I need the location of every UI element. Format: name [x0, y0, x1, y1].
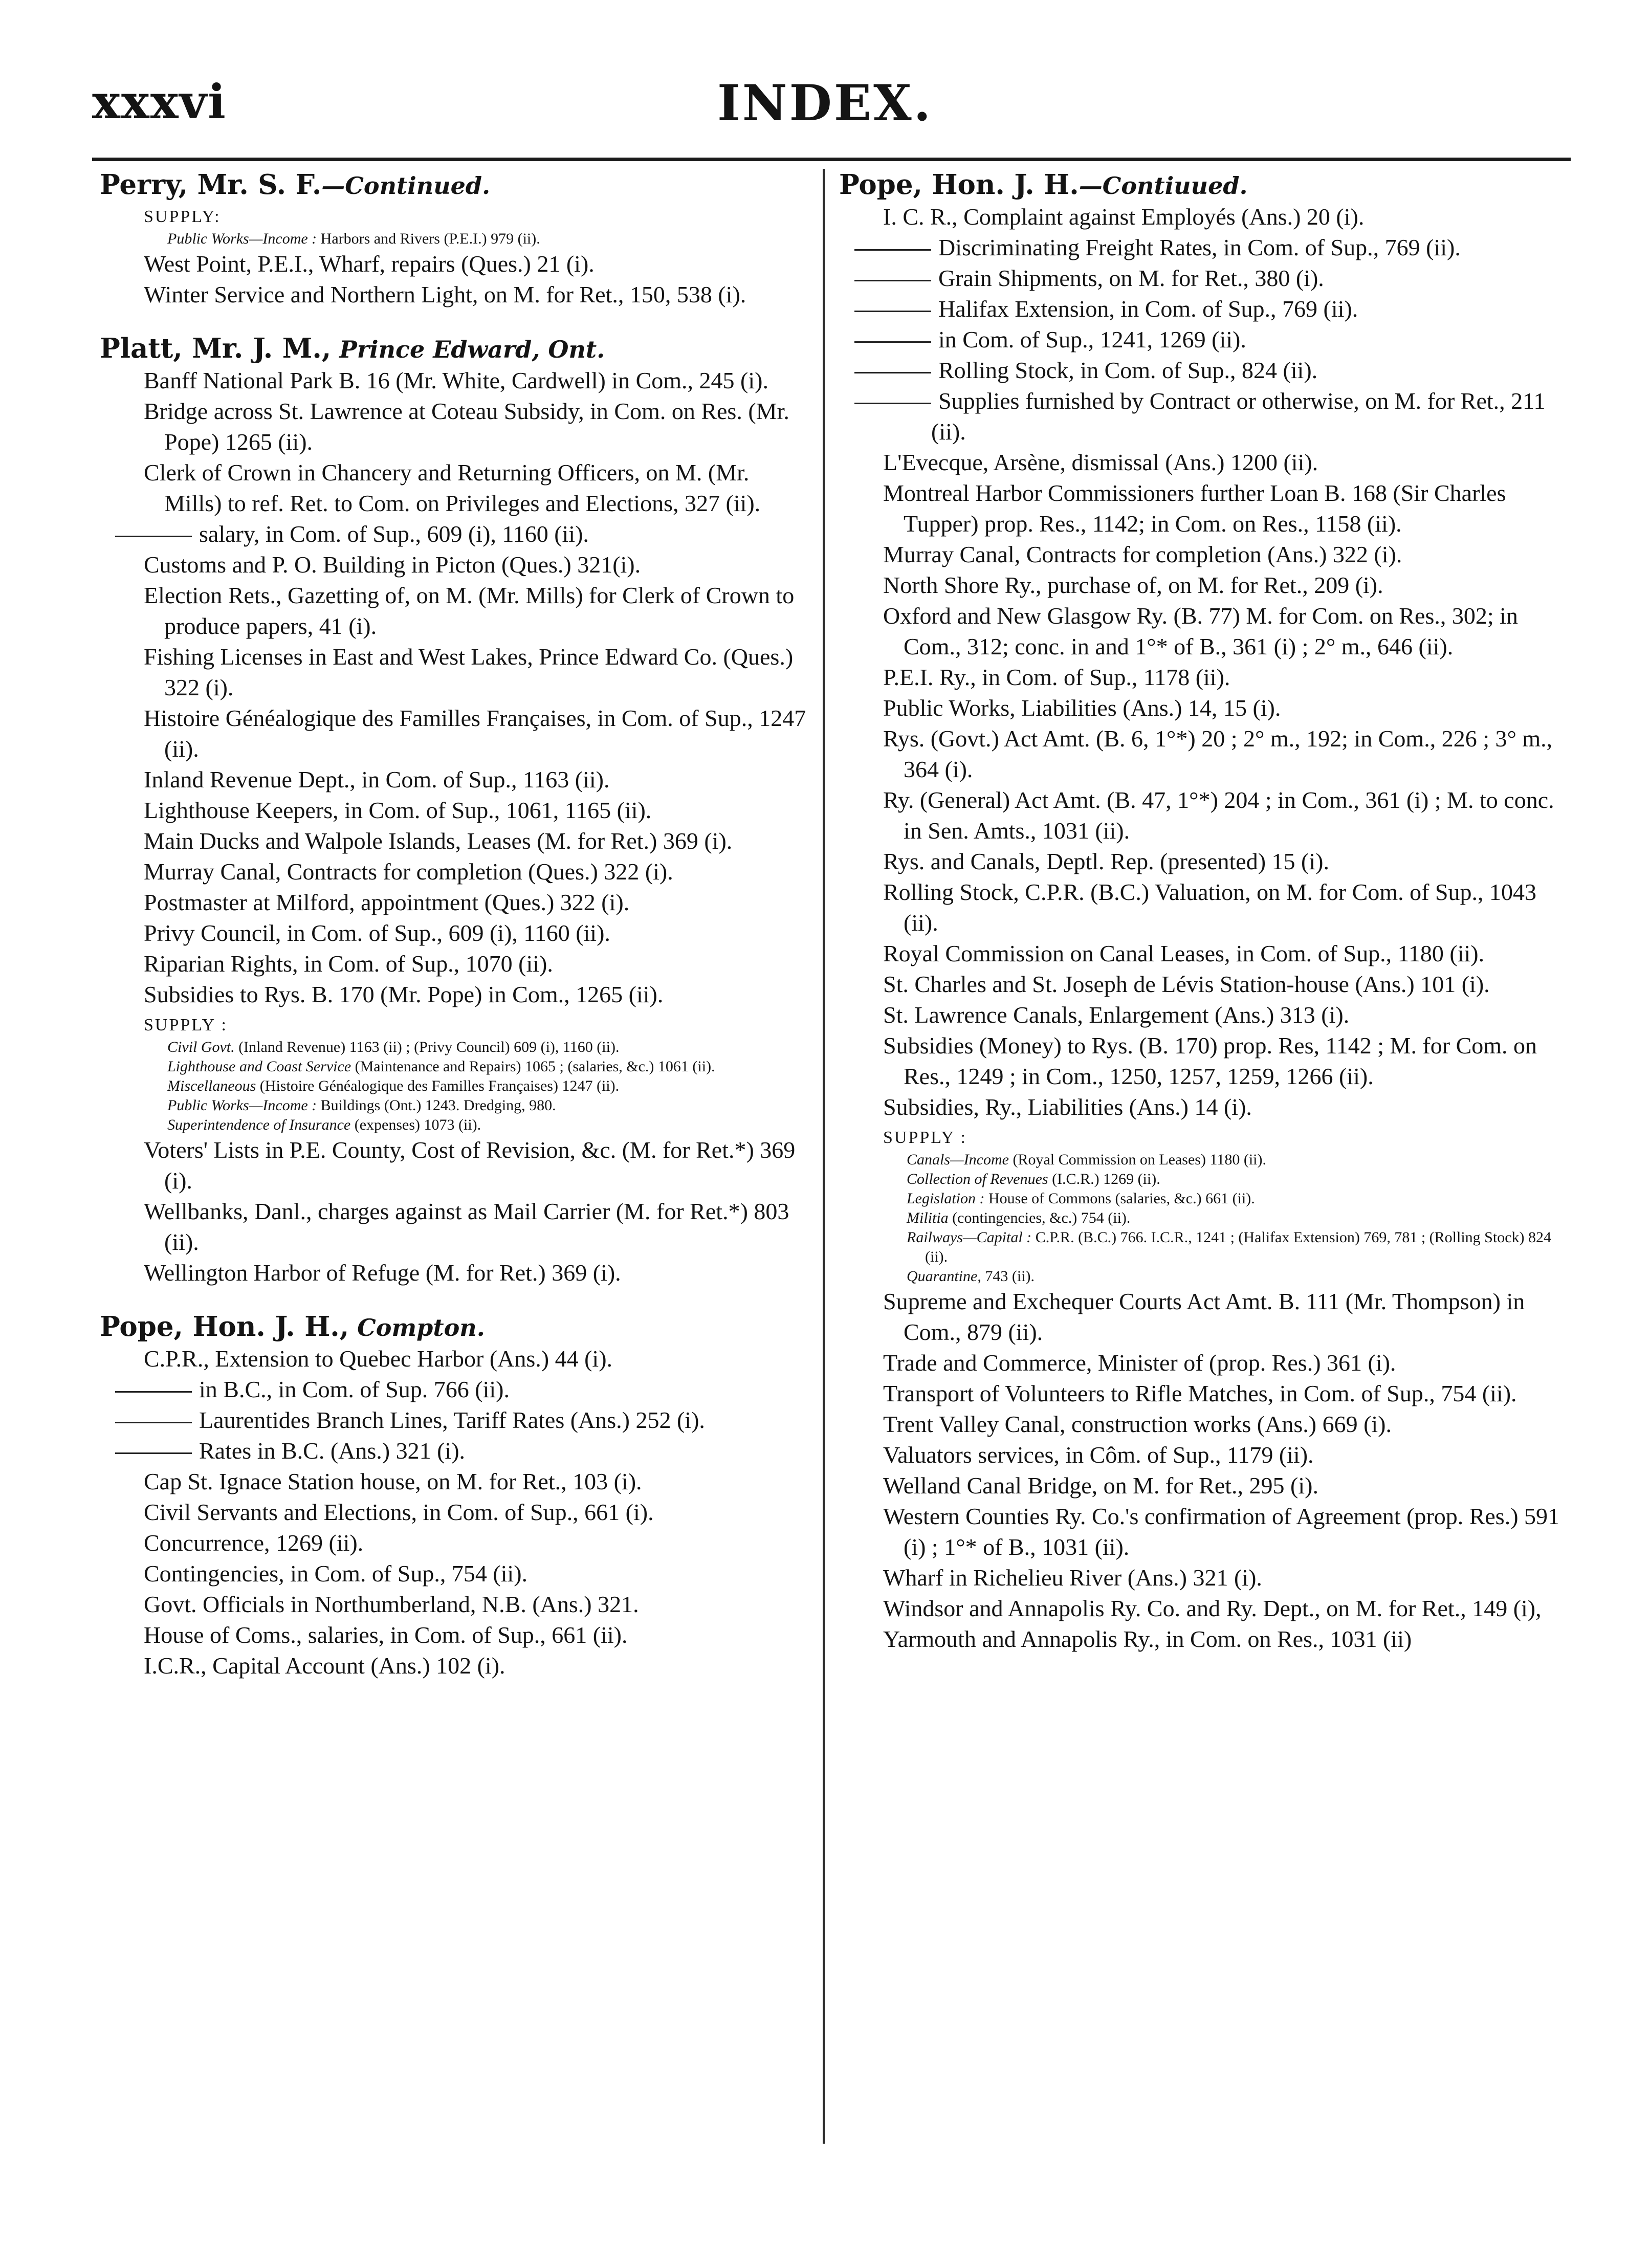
supply-item: [839, 1267, 1576, 1286]
index-entry: Rys. (Govt.) Act Amt. (B. 6, 1°*) 20 ; 2° m., 192; in Com., 226 ; 3° m., 364 (i).: [883, 725, 1553, 782]
index-entry: Privy Council, in Com. of Sup., 609 (i), 1160 (ii).: [144, 920, 610, 946]
supply-label: SUPPLY :: [883, 1128, 967, 1147]
index-entry: I.C.R., Capital Account (Ans.) 102 (i).: [144, 1653, 505, 1679]
index-entry: Subsidies, Ry., Liabilities (Ans.) 14 (i).: [883, 1094, 1252, 1120]
index-entry: Fishing Licenses in East and West Lakes, Prince Edward Co. (Ques.) 322 (i).: [144, 644, 794, 700]
index-entry: North Shore Ry., purchase of, on M. for Ret., 209 (i).: [883, 572, 1383, 598]
supply-item-head: Canals—Income: [907, 1151, 1009, 1168]
supply-item: [839, 1170, 1576, 1189]
section-heading-platt: [100, 333, 811, 365]
index-entry: Concurrence, 1269 (ii).: [144, 1530, 364, 1556]
index-entry: Contingencies, in Com. of Sup., 754 (ii).: [144, 1560, 528, 1587]
index-entry: Govt. Officials in Northumberland, N.B. (Ans.) 321.: [144, 1591, 639, 1617]
index-entry: Election Rets., Gazetting of, on M. (Mr. Mills) for Clerk of Crown to produce papers, 41 (i).: [144, 582, 795, 639]
index-subentry: in Com. of Sup., 1241, 1269 (ii).: [839, 324, 1576, 355]
section-heading-pope-continued: [839, 169, 1576, 202]
supply-item: [839, 1208, 1576, 1228]
left-column: [100, 169, 811, 1681]
supply-item-head: Militia: [907, 1209, 949, 1226]
right-column: [839, 169, 1576, 1655]
index-entry: Riparian Rights, in Com. of Sup., 1070 (ii).: [144, 951, 553, 977]
index-entry: St. Charles and St. Joseph de Lévis Station-house (Ans.) 101 (i).: [883, 971, 1490, 997]
index-entry: Montreal Harbor Commissioners further Loan B. 168 (Sir Charles Tupper) prop. Res., 1142; in Com. on Res., 1158 (ii).: [883, 480, 1506, 537]
supply-item-text: C.P.R. (B.C.) 766. I.C.R., 1241 ; (Halifax Extension) 769, 781 ; (Rolling Stock) 824 (ii).: [925, 1229, 1551, 1265]
supply-item-head: Legislation :: [907, 1190, 985, 1207]
index-entry: Rys. and Canals, Deptl. Rep. (presented) 15 (i).: [883, 848, 1329, 874]
index-subentry: Supplies furnished by Contract or otherwise, on M. for Ret., 211 (ii).: [839, 386, 1576, 447]
index-subentry: Laurentides Branch Lines, Tariff Rates (Ans.) 252 (i).: [100, 1405, 811, 1436]
supply-item: [839, 1189, 1576, 1208]
supply-label: SUPPLY:: [144, 207, 221, 226]
index-entry: Wharf in Richelieu River (Ans.) 321 (i).: [883, 1565, 1262, 1591]
index-entry: Cap St. Ignace Station house, on M. for Ret., 103 (i).: [144, 1468, 642, 1494]
supply-item-text: Buildings (Ont.) 1243. Dredging, 980.: [320, 1097, 556, 1114]
index-entry: West Point, P.E.I., Wharf, repairs (Ques.) 21 (i).: [144, 251, 595, 277]
index-entry: Inland Revenue Dept., in Com. of Sup., 1163 (ii).: [144, 766, 610, 792]
index-entry: Trade and Commerce, Minister of (prop. Res.) 361 (i).: [883, 1350, 1396, 1376]
index-subentry: Grain Shipments, on M. for Ret., 380 (i).: [839, 263, 1576, 294]
index-entry: House of Coms., salaries, in Com. of Sup., 661 (ii).: [144, 1622, 628, 1648]
supply-item-text: (Royal Commission on Leases) 1180 (ii).: [1013, 1151, 1266, 1168]
index-entry: C.P.R., Extension to Quebec Harbor (Ans.) 44 (i).: [144, 1346, 613, 1372]
index-entry: I. C. R., Complaint against Employés (Ans.) 20 (i).: [883, 204, 1365, 230]
index-entry: Bridge across St. Lawrence at Coteau Subsidy, in Com. on Res. (Mr. Pope) 1265 (ii).: [144, 398, 789, 455]
index-entry: Clerk of Crown in Chancery and Returning Officers, on M. (Mr. Mills) to ref. Ret. to Com. on Privileges and Elections, 327 (ii).: [144, 459, 761, 516]
heading-name: Pope, Hon. J. H.,: [100, 1311, 349, 1342]
index-entry: Ry. (General) Act Amt. (B. 47, 1°*) 204 ; in Com., 361 (i) ; M. to conc. in Sen. Amts., 1031 (ii).: [883, 787, 1554, 844]
supply-item-text: Harbors and Rivers (P.E.I.) 979 (ii).: [320, 230, 540, 247]
section-heading-pope: [100, 1311, 811, 1344]
supply-item: [100, 1096, 811, 1115]
index-entry: Windsor and Annapolis Ry. Co. and Ry. Dept., on M. for Ret., 149 (i),: [883, 1595, 1542, 1621]
index-entry: L'Evecque, Arsène, dismissal (Ans.) 1200 (ii).: [883, 449, 1318, 475]
supply-item: [100, 1038, 811, 1057]
heading-name: Pope, Hon. J. H.: [839, 169, 1079, 201]
supply-item-head: Public Works—Income :: [167, 1097, 317, 1114]
section-heading-perry: [100, 169, 811, 202]
heading-qualifier: —Contiuued.: [1079, 172, 1248, 200]
supply-item-text: (I.C.R.) 1269 (ii).: [1052, 1171, 1160, 1187]
page-title: INDEX.: [717, 74, 933, 132]
supply-item-head: Public Works—Income :: [167, 230, 317, 247]
index-subentry: Halifax Extension, in Com. of Sup., 769 (ii).: [839, 294, 1576, 324]
index-entry: Postmaster at Milford, appointment (Ques.) 322 (i).: [144, 889, 630, 915]
supply-label: SUPPLY :: [144, 1016, 228, 1034]
supply-item-text: (contingencies, &c.) 754 (ii).: [952, 1209, 1131, 1226]
index-entry: Valuators services, in Côm. of Sup., 1179 (ii).: [883, 1442, 1314, 1468]
index-entry: Banff National Park B. 16 (Mr. White, Cardwell) in Com., 245 (i).: [144, 367, 768, 393]
supply-item-text: House of Commons (salaries, &c.) 661 (ii).: [988, 1190, 1255, 1207]
index-entry: Murray Canal, Contracts for completion (Ques.) 322 (i).: [144, 858, 673, 885]
index-entry: Histoire Généalogique des Familles Françaises, in Com. of Sup., 1247 (ii).: [144, 705, 806, 762]
index-entry: Western Counties Ry. Co.'s confirmation of Agreement (prop. Res.) 591 (i) ; 1°* of B., 1031 (ii).: [883, 1503, 1560, 1560]
index-entry: Royal Commission on Canal Leases, in Com. of Sup., 1180 (ii).: [883, 940, 1485, 966]
index-entry: P.E.I. Ry., in Com. of Sup., 1178 (ii).: [883, 664, 1230, 690]
index-entry: Rolling Stock, C.P.R. (B.C.) Valuation, on M. for Com. of Sup., 1043 (ii).: [883, 879, 1537, 936]
supply-item-head: Civil Govt.: [167, 1039, 235, 1055]
supply-item-head: Superintendence of Insurance: [167, 1116, 351, 1133]
heading-qualifier: —Continued.: [321, 172, 491, 200]
supply-item: [100, 1076, 811, 1096]
supply-item-head: Railways—Capital :: [907, 1229, 1032, 1246]
heading-qualifier: Prince Edward, Ont.: [331, 336, 605, 363]
supply-item-head: Collection of Revenues: [907, 1171, 1048, 1187]
index-entry: Transport of Volunteers to Rifle Matches, in Com. of Sup., 754 (ii).: [883, 1380, 1517, 1406]
supply-item-text: (Histoire Généalogique des Familles Françaises) 1247 (ii).: [259, 1077, 620, 1094]
index-entry: Lighthouse Keepers, in Com. of Sup., 1061, 1165 (ii).: [144, 797, 652, 823]
index-entry: Wellbanks, Danl., charges against as Mail Carrier (M. for Ret.*) 803 (ii).: [144, 1198, 789, 1255]
index-entry: Voters' Lists in P.E. County, Cost of Revision, &c. (M. for Ret.*) 369 (i).: [144, 1137, 796, 1194]
supply-item-text: (expenses) 1073 (ii).: [354, 1116, 481, 1133]
supply-item: [839, 1150, 1576, 1170]
index-entry: Customs and P. O. Building in Picton (Ques.) 321(i).: [144, 552, 641, 578]
index-entry: Winter Service and Northern Light, on M. for Ret., 150, 538 (i).: [144, 281, 746, 307]
supply-item: [839, 1228, 1576, 1267]
supply-item-head: Lighthouse and Coast Service: [167, 1058, 351, 1075]
supply-item: [100, 1057, 811, 1076]
index-entry: Subsidies to Rys. B. 170 (Mr. Pope) in Com., 1265 (ii).: [144, 981, 664, 1007]
supply-item: [100, 1115, 811, 1135]
page-number: xxxvi: [92, 74, 227, 129]
index-subentry: Rolling Stock, in Com. of Sup., 824 (ii).: [839, 355, 1576, 386]
index-entry: Wellington Harbor of Refuge (M. for Ret.) 369 (i).: [144, 1260, 621, 1286]
supply-item-text: (Inland Revenue) 1163 (ii) ; (Privy Council) 609 (i), 1160 (ii).: [238, 1039, 620, 1055]
index-entry: Supreme and Exchequer Courts Act Amt. B. 111 (Mr. Thompson) in Com., 879 (ii).: [883, 1288, 1525, 1345]
index-entry: Subsidies (Money) to Rys. (B. 170) prop. Res, 1142 ; M. for Com. on Res., 1249 ; in Com., 1250, 1257, 1259, 1266 (ii).: [883, 1032, 1537, 1089]
supply-item-head: Quarantine,: [907, 1268, 981, 1285]
index-entry: Oxford and New Glasgow Ry. (B. 77) M. for Com. on Res., 302; in Com., 312; conc. in and 1°* of B., 361 (i) ; 2° m., 646 (ii).: [883, 603, 1518, 659]
index-entry: Yarmouth and Annapolis Ry., in Com. on Res., 1031 (ii): [883, 1626, 1412, 1652]
index-entry: Trent Valley Canal, construction works (Ans.) 669 (i).: [883, 1411, 1392, 1437]
index-entry: Civil Servants and Elections, in Com. of Sup., 661 (i).: [144, 1499, 654, 1525]
heading-name: Platt, Mr. J. M.,: [100, 333, 332, 364]
column-divider: [823, 169, 825, 2144]
index-subentry: Rates in B.C. (Ans.) 321 (i).: [100, 1436, 811, 1466]
supply-item-text: 743 (ii).: [985, 1268, 1035, 1285]
supply-item-text: (Maintenance and Repairs) 1065 ; (salaries, &c.) 1061 (ii).: [355, 1058, 715, 1075]
index-entry: Welland Canal Bridge, on M. for Ret., 295 (i).: [883, 1472, 1318, 1499]
heading-name: Perry, Mr. S. F.: [100, 169, 322, 201]
index-entry: Murray Canal, Contracts for completion (Ans.) 322 (i).: [883, 541, 1402, 567]
index-subentry: in B.C., in Com. of Sup. 766 (ii).: [100, 1374, 811, 1405]
index-entry: Main Ducks and Walpole Islands, Leases (M. for Ret.) 369 (i).: [144, 828, 733, 854]
index-entry: St. Lawrence Canals, Enlargement (Ans.) 313 (i).: [883, 1002, 1350, 1028]
index-entry: Public Works, Liabilities (Ans.) 14, 15 (i).: [883, 695, 1281, 721]
heading-qualifier: Compton.: [349, 1314, 485, 1341]
index-subentry: Discriminating Freight Rates, in Com. of Sup., 769 (ii).: [839, 232, 1576, 263]
header-rule: [92, 158, 1571, 161]
index-subentry: salary, in Com. of Sup., 609 (i), 1160 (ii).: [100, 519, 811, 549]
supply-item-head: Miscellaneous: [167, 1077, 256, 1094]
supply-item: [100, 229, 811, 249]
